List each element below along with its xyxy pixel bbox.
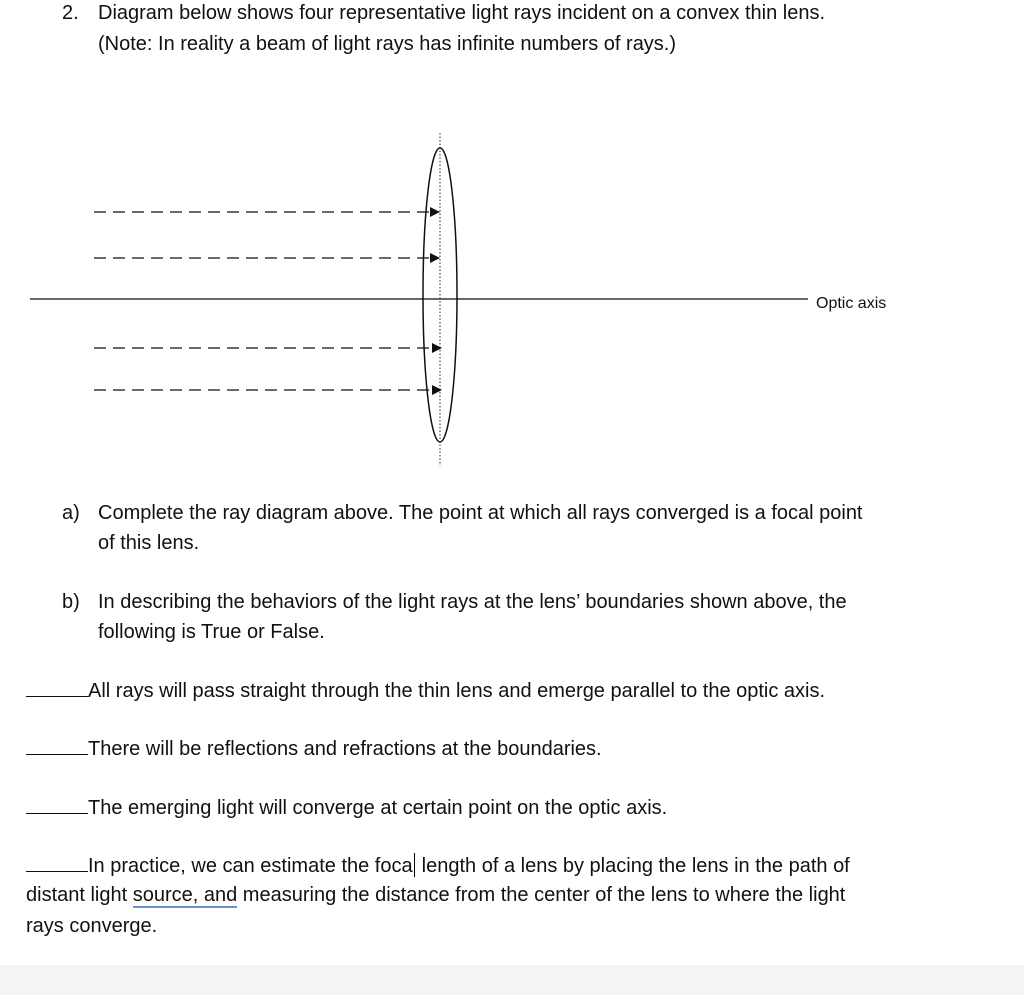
question-line-2: (Note: In reality a beam of light rays has infinite numbers of rays.) [98,33,677,55]
question-number: 2. [62,2,79,24]
part-b-line-1: In describing the behaviors of the light rays at the lens’ boundaries shown above, the [98,591,847,613]
statement-1 [26,676,825,706]
page-bottom-band [0,965,1024,995]
part-a-line-2: of this lens. [98,532,200,554]
statement-4-line-2-post: measuring the distance from the center of the lens to where the light [237,884,846,906]
part-b-line-2: following is True or False. [98,621,325,643]
statement-4 [26,851,850,881]
statement-2 [26,734,602,764]
incident-ray-4 [94,385,442,395]
part-a-marker: a) [62,502,80,524]
incident-ray-1 [94,207,440,217]
optic-axis-label: Optic axis [816,295,887,312]
grammar-flagged-text[interactable]: source, and [132,884,238,906]
answer-blank-3[interactable] [26,795,88,814]
statement-2-text: There will be reflections and refractions at the boundaries. [88,738,602,760]
incident-ray-3 [94,343,442,353]
statement-1-text: All rays will pass straight through the thin lens and emerge parallel to the optic axis. [88,680,826,702]
answer-blank-1[interactable] [26,678,88,697]
statement-4-part-2: length of a lens by placing the lens in the path of [416,855,850,877]
answer-blank-2[interactable] [26,736,88,755]
part-a-line-1: Complete the ray diagram above. The point at which all rays converged is a focal point [98,502,863,524]
statement-4-part-1: In practice, we can estimate the foca [88,855,413,877]
incident-ray-2 [94,253,440,263]
statement-4-line-2 [26,880,845,910]
question-line-1: Diagram below shows four representative light rays incident on a convex thin lens. [98,2,826,24]
statement-4-line-3: rays converge. [26,915,158,937]
statement-3 [26,793,667,823]
statement-4-line-2-pre: distant light [26,884,133,906]
answer-blank-4[interactable] [26,853,88,872]
statement-3-text: The emerging light will converge at certain point on the optic axis. [88,797,668,819]
text-cursor [414,853,416,877]
part-b-marker: b) [62,591,80,613]
ray-diagram [0,0,1024,480]
